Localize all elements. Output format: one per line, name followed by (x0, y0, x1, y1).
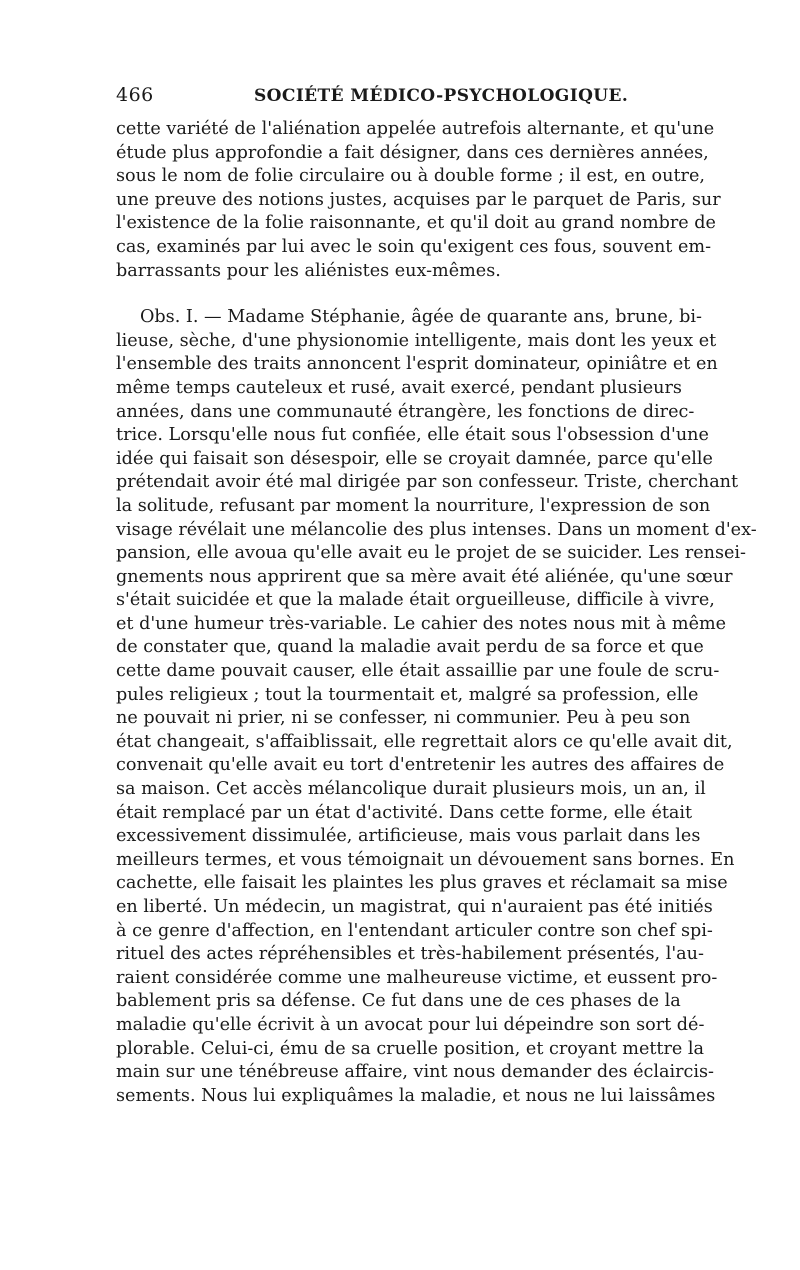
text-line: sa maison. Cet accès mélancolique durait plusieurs mois, un an, il (116, 779, 706, 800)
text-line: étude plus approfondie a fait désigner, dans ces dernières années, (116, 142, 709, 163)
text-line: raient considérée comme une malheureuse victime, et eussent pro- (116, 967, 718, 988)
text-line: trice. Lorsqu'elle nous fut confiée, elle était sous l'obsession d'une (116, 425, 709, 446)
text-line: prétendait avoir été mal dirigée par son confesseur. Triste, cherchant (116, 472, 739, 493)
text-line: et d'une humeur très-variable. Le cahier des notes nous mit à même (116, 613, 727, 634)
text-line: rituel des actes répréhensibles et très-habilement présentés, l'au- (116, 944, 704, 965)
text-line: Obs. I. — Madame Stéphanie, âgée de quarante ans, brune, bi- (140, 307, 702, 328)
text-line: visage révélait une mélancolie des plus intenses. Dans un moment d'ex- (116, 519, 757, 540)
text-line: gnements nous apprirent que sa mère avait été aliénée, qu'une sœur (116, 566, 733, 587)
text-line: une preuve des notions justes, acquises par le parquet de Paris, sur (116, 189, 721, 210)
text-line: plorable. Celui-ci, ému de sa cruelle position, et croyant mettre la (116, 1038, 705, 1059)
text-line: l'ensemble des traits annoncent l'esprit dominateur, opiniâtre et en (116, 354, 718, 375)
text-line: cas, examinés par lui avec le soin qu'exigent ces fous, souvent em- (116, 236, 712, 257)
text-line: même temps cauteleux et rusé, avait exercé, pendant plusieurs (116, 377, 682, 398)
paragraph-continuation (116, 118, 721, 283)
book-page (116, 78, 757, 1108)
text-line: sements. Nous lui expliquâmes la maladie, et nous ne lui laissâmes (116, 1085, 716, 1106)
text-line: ne pouvait ni prier, ni se confesser, ni communier. Peu à peu son (116, 708, 691, 729)
text-line: était remplacé par un état d'activité. Dans cette forme, elle était (116, 802, 693, 823)
text-line: idée qui faisait son désespoir, elle se croyait damnée, parce qu'elle (116, 448, 713, 469)
text-line: lieuse, sèche, d'une physionomie intelligente, mais dont les yeux et (116, 330, 717, 351)
running-title: SOCIÉTÉ MÉDICO-PSYCHOLOGIQUE. (254, 86, 629, 106)
text-line: de constater que, quand la maladie avait perdu de sa force et que (116, 637, 704, 658)
text-line: état changeait, s'affaiblissait, elle regrettait alors ce qu'elle avait dit, (116, 731, 733, 752)
text-line: la solitude, refusant par moment la nourriture, l'expression de son (116, 495, 711, 516)
text-line: années, dans une communauté étrangère, les fonctions de direc- (116, 401, 695, 422)
text-line: bablement pris sa défense. Ce fut dans une de ces phases de la (116, 991, 681, 1012)
text-line: cette variété de l'aliénation appelée autrefois alternante, et qu'une (116, 119, 715, 139)
text-line: maladie qu'elle écrivit à un avocat pour lui dépeindre son sort dé- (116, 1014, 705, 1035)
text-line: en liberté. Un médecin, un magistrat, qui n'auraient pas été initiés (116, 897, 713, 917)
text-line: pules religieux ; tout la tourmentait et, malgré sa profession, elle (116, 684, 699, 705)
text-line: à ce genre d'affection, en l'entendant articuler contre son chef spi- (116, 920, 713, 941)
text-line: cachette, elle faisait les plaintes les plus graves et réclamait sa mise (116, 873, 728, 894)
text-line: main sur une ténébreuse affaire, vint nous demander des éclaircis- (116, 1062, 714, 1083)
text-line: sous le nom de folie circulaire ou à double forme ; il est, en outre, (116, 166, 705, 187)
text-line: excessivement dissimulée, artificieuse, mais vous parlait dans les (116, 826, 701, 847)
running-head (116, 78, 676, 118)
text-line: meilleurs termes, et vous témoignait un dévouement sans bornes. En (116, 849, 735, 870)
page-number: 466 (116, 84, 154, 106)
text-line: cette dame pouvait causer, elle était assaillie par une foule de scru- (116, 661, 720, 682)
text-line: l'existence de la folie raisonnante, et qu'il doit au grand nombre de (116, 213, 716, 234)
text-line: pansion, elle avoua qu'elle avait eu le projet de se suicider. Les rensei- (116, 543, 747, 564)
paragraph-observation-1 (116, 306, 757, 1108)
text-line: convenait qu'elle avait eu tort d'entretenir les autres des affaires de (116, 755, 725, 776)
text-line: barrassants pour les aliénistes eux-mêmes. (116, 260, 501, 281)
text-line: s'était suicidée et que la malade était orgueilleuse, difficile à vivre, (116, 590, 715, 611)
